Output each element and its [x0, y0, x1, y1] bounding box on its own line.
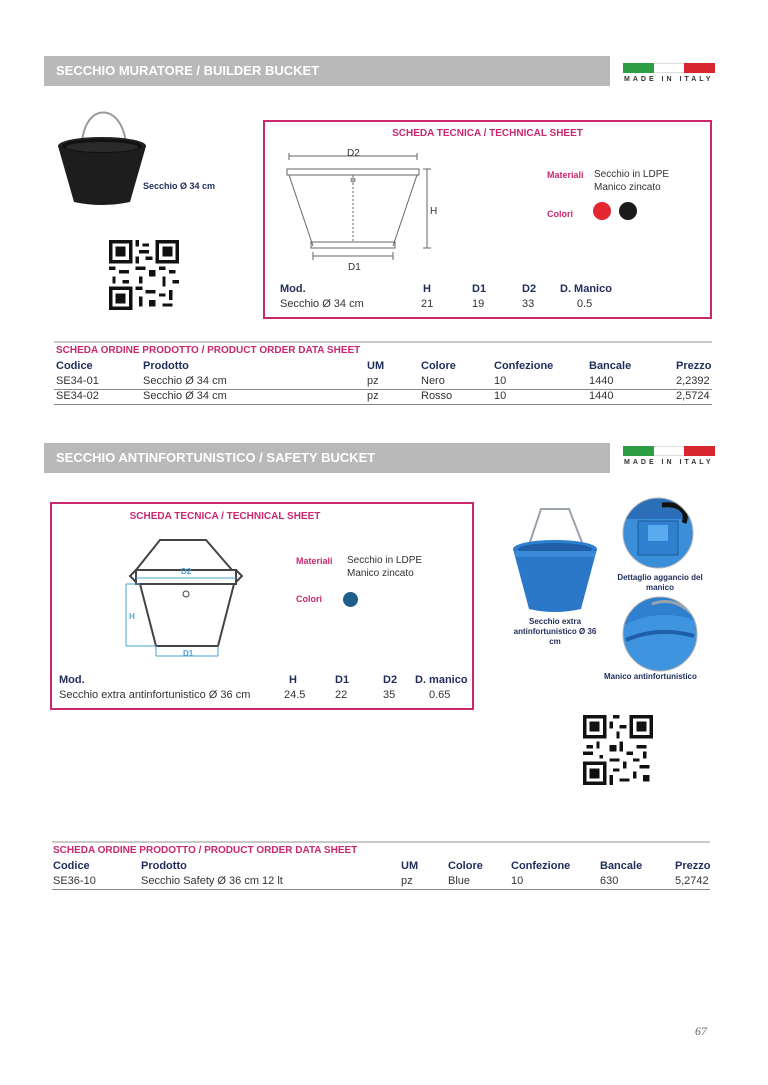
tech-value-d-manico: 0.5: [577, 298, 593, 310]
order-header-confezione: Confezione: [494, 360, 554, 372]
order-cell-confezione: 10: [511, 875, 524, 887]
order-cell-bancale: 630: [600, 875, 619, 887]
row-divider: [52, 889, 710, 890]
tech-header-h: H: [289, 674, 297, 686]
tech-header-d1: D1: [472, 283, 487, 295]
order-header-bancale: Bancale: [589, 360, 632, 372]
product-caption: [507, 617, 603, 647]
tech-header-mod: Mod.: [280, 283, 306, 295]
caption-line: manico: [645, 583, 674, 592]
colori-label: Colori: [547, 209, 573, 219]
order-header-colore: Colore: [421, 360, 456, 372]
material-bucket: Secchio in LDPE: [347, 555, 423, 566]
order-cell-prezzo: 5,2742: [675, 875, 709, 887]
tech-header-d2: D2: [522, 283, 537, 295]
blue-safety-bucket-image: [507, 505, 599, 617]
diagram-label-d2: D2: [347, 148, 360, 159]
diagram-label-h: H: [430, 206, 438, 217]
order-cell-prodotto: Secchio Ø 34 cm: [143, 375, 227, 387]
order-cell-um: pz: [401, 875, 413, 887]
material-handle: Manico zincato: [594, 182, 661, 193]
order-sheet-title: SCHEDA ORDINE PRODOTTO / PRODUCT ORDER DATA SHEET: [56, 345, 361, 356]
order-header-codice: Codice: [56, 360, 93, 372]
order-cell-bancale: 1440: [589, 375, 614, 387]
section-title-safety-bucket: SECCHIO ANTINFORTUNISTICO / SAFETY BUCKET: [44, 443, 610, 473]
materiali-label: Materiali: [547, 170, 584, 180]
tech-value-d2: 33: [522, 298, 535, 310]
row-divider: [54, 404, 712, 405]
materiali-label: Materiali: [296, 556, 333, 566]
tech-header-d2: D2: [383, 674, 398, 686]
diagram-label-h: H: [129, 612, 135, 621]
tech-value-h: 21: [421, 298, 434, 310]
safety-bucket-dimension-diagram: [122, 534, 246, 660]
qr-code-icon[interactable]: [583, 715, 653, 785]
diagram-label-d1: D1: [183, 649, 194, 658]
order-cell-confezione: 10: [494, 390, 507, 402]
tech-value-d-manico: 0.65: [429, 689, 451, 701]
section-title-builder-bucket: SECCHIO MURATORE / BUILDER BUCKET: [44, 56, 610, 86]
caption-line: Dettaglio aggancio del: [617, 573, 703, 582]
order-cell-prezzo: 2,5724: [676, 390, 710, 402]
order-header-prezzo: Prezzo: [675, 860, 711, 872]
caption-line: Secchio extra: [528, 617, 582, 626]
qr-code-icon[interactable]: [109, 240, 179, 310]
order-cell-prodotto: Secchio Safety Ø 36 cm 12 lt: [141, 875, 283, 887]
material-bucket: Secchio in LDPE: [594, 169, 670, 180]
made-in-italy-label: MADE IN ITALY: [624, 76, 714, 83]
order-cell-codice: SE34-01: [56, 375, 99, 387]
technical-sheet-box: [50, 502, 474, 710]
tech-value-d1: 19: [472, 298, 485, 310]
order-header-colore: Colore: [448, 860, 483, 872]
divider: [54, 341, 712, 343]
order-header-bancale: Bancale: [600, 860, 643, 872]
material-handle: Manico zincato: [347, 568, 414, 579]
diagram-label-d2: D2: [181, 567, 192, 576]
order-cell-prezzo: 2,2392: [676, 375, 710, 387]
tech-value-mod: Secchio Ø 34 cm: [280, 298, 364, 310]
italian-flag-icon: [623, 63, 715, 73]
order-header-confezione: Confezione: [511, 860, 571, 872]
order-sheet-title: SCHEDA ORDINE PRODOTTO / PRODUCT ORDER DATA SHEET: [53, 845, 358, 856]
order-cell-colore: Nero: [421, 375, 445, 387]
tech-header-d-manico: D. Manico: [560, 283, 612, 295]
tech-value-mod: Secchio extra antinfortunistico Ø 36 cm: [59, 689, 251, 701]
order-header-prezzo: Prezzo: [676, 360, 712, 372]
tech-header-h: H: [423, 283, 431, 295]
black-bucket-image: [54, 100, 150, 208]
color-swatch-blue: [343, 592, 358, 607]
tech-header-d-manico: D. manico: [415, 674, 468, 686]
order-cell-colore: Rosso: [421, 390, 453, 402]
order-cell-prodotto: Secchio Ø 34 cm: [143, 390, 227, 402]
page-number: 67: [695, 1024, 707, 1038]
order-cell-um: pz: [367, 390, 379, 402]
order-cell-confezione: 10: [494, 375, 507, 387]
tech-header-d1: D1: [335, 674, 350, 686]
order-cell-colore: Blue: [448, 875, 471, 887]
italian-flag-icon: [623, 446, 715, 456]
tech-value-d1: 22: [335, 689, 348, 701]
tech-header-mod: Mod.: [59, 674, 85, 686]
color-swatch-red: [593, 202, 611, 220]
diagram-label-d1: D1: [348, 262, 361, 273]
made-in-italy-label: MADE IN ITALY: [624, 459, 714, 466]
caption-line: antinfortunistico Ø 36 cm: [513, 627, 597, 646]
handle-hook-detail-image: [622, 497, 694, 569]
detail-caption: [612, 573, 708, 593]
order-header-codice: Codice: [53, 860, 90, 872]
color-swatch-black: [619, 202, 637, 220]
order-cell-um: pz: [367, 375, 379, 387]
order-header-prodotto: Prodotto: [141, 860, 187, 872]
tech-value-d2: 35: [383, 689, 396, 701]
order-cell-codice: SE34-02: [56, 390, 99, 402]
order-header-prodotto: Prodotto: [143, 360, 189, 372]
order-cell-codice: SE36-10: [53, 875, 96, 887]
order-header-um: UM: [401, 860, 419, 872]
bucket-dimension-diagram: [280, 146, 440, 268]
divider: [52, 841, 710, 843]
order-cell-bancale: 1440: [589, 390, 614, 402]
product-caption: Secchio Ø 34 cm: [143, 181, 216, 191]
technical-sheet-title: SCHEDA TECNICA / TECHNICAL SHEET: [129, 511, 321, 522]
technical-sheet-title: SCHEDA TECNICA / TECHNICAL SHEET: [392, 128, 583, 139]
safety-handle-detail-image: [622, 596, 698, 672]
tech-value-h: 24.5: [284, 689, 306, 701]
order-header-um: UM: [367, 360, 385, 372]
colori-label: Colori: [296, 594, 322, 604]
handle-caption: Manico antinfortunistico: [604, 672, 697, 681]
